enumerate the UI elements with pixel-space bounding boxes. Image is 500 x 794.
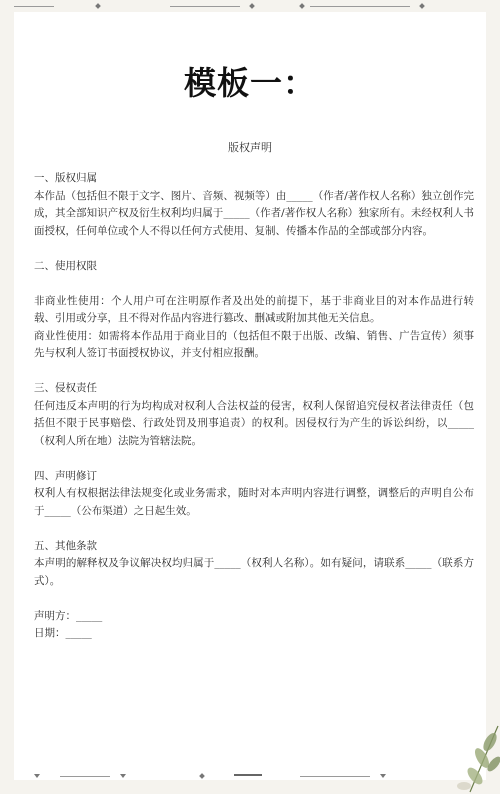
page-title: 模板一： [183,64,316,102]
section-heading-ownership: 一、版权归属 [34,172,97,184]
top-border-decoration [0,0,500,12]
section-heading-liability: 三、侵权责任 [34,382,97,394]
section-paragraph: 本声明的解释权及争议解决权均归属于_____（权利人名称）。如有疑问，请联系_____（联系方式）。 [34,557,474,587]
section-heading-revision: 四、声明修订 [34,469,97,482]
section-paragraph: 本作品（包括但不限于文字、图片、音频、视频等）由_____（作者/著作权人名称）独立创作完成，其全部知识产权及衍生权利均归属于_____（作者/著作权人名称）独家所有。未经权利人书面授权，任何单位或个人不得以任何方式使用、复制、传播本作品的全部或部分内容。 [34,189,474,237]
document-body [34,170,474,643]
section-heading-usage: 二、使用权限 [34,259,97,272]
section-paragraph: 商业性使用：如需将本作品用于商业目的（包括但不限于出版、改编、销售、广告宣传）须事先与权利人签订书面授权协议，并支付相应报酬。 [34,329,474,359]
date-line: 日期：_____ [34,627,92,639]
document-subtitle: 版权声明 [228,141,272,154]
declarer-line: 声明方：_____ [34,609,103,622]
section-paragraph: 非商业性使用：个人用户可在注明原作者及出处的前提下，基于非商业目的对本作品进行转载、引用或分享，且不得对作品内容进行篡改、删减或附加其他无关信息。 [34,294,474,324]
section-paragraph: 任何违反本声明的行为均构成对权利人合法权益的侵害，权利人保留追究侵权者法律责任（包括但不限于民事赔偿、行政处罚及刑事追责）的权利。因侵权行为产生的诉讼纠纷，以_____（权利人所在地）法院为管辖法院。 [34,399,474,447]
section-paragraph: 权利人有权根据法律法规变化或业务需求，随时对本声明内容进行调整，调整后的声明自公布于_____（公布渠道）之日起生效。 [34,487,474,517]
document-page [14,12,486,780]
section-heading-other: 五、其他条款 [34,539,97,552]
leaf-decoration-icon [420,724,500,794]
